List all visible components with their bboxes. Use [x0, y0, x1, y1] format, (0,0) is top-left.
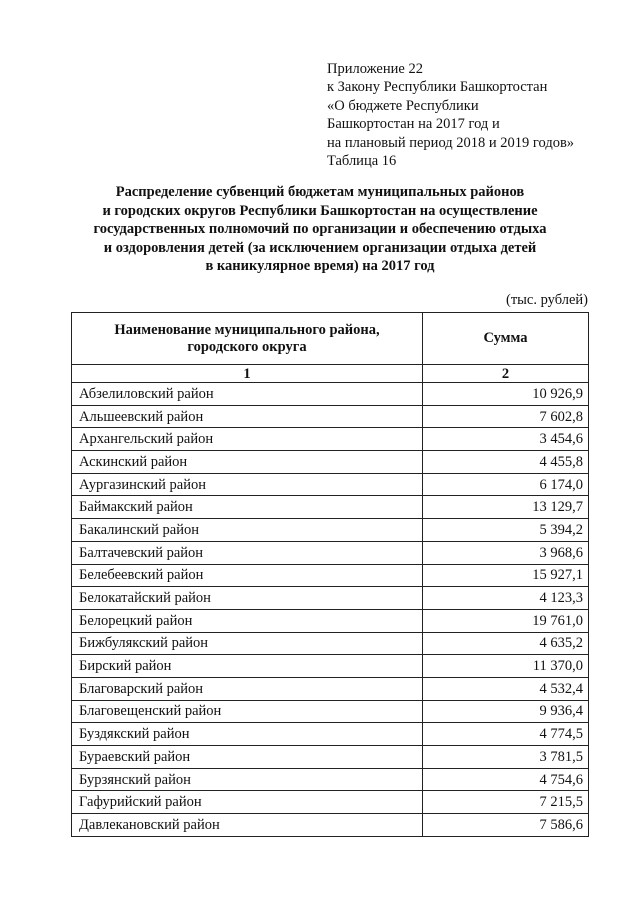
- law-title-line-3: на плановый период 2018 и 2019 годов»: [327, 134, 575, 151]
- district-name-cell: Белебеевский район: [72, 564, 423, 587]
- district-name-cell: Аургазинский район: [72, 473, 423, 496]
- table-row: [72, 473, 589, 496]
- sum-cell: 3 968,6: [423, 541, 589, 564]
- district-name-cell: Благовещенский район: [72, 700, 423, 723]
- table-number: Таблица 16: [327, 153, 397, 170]
- column-number-2: 2: [423, 365, 589, 383]
- column-number-row: [72, 365, 589, 383]
- district-name-cell: Бижбулякский район: [72, 632, 423, 655]
- title-line: и оздоровления детей (за исключением организации отдыха детей: [103, 239, 537, 256]
- sum-cell: 4 123,3: [423, 587, 589, 610]
- sum-cell: 19 761,0: [423, 609, 589, 632]
- table-row: [72, 677, 589, 700]
- table-row: [72, 587, 589, 610]
- district-name-cell: Гафурийский район: [72, 791, 423, 814]
- table-row: [72, 768, 589, 791]
- table-row: [72, 609, 589, 632]
- sum-cell: 13 129,7: [423, 496, 589, 519]
- subvention-table: [71, 312, 589, 837]
- table-row: [72, 700, 589, 723]
- law-title-line-1: «О бюджете Республики: [327, 97, 479, 114]
- table-row: [72, 655, 589, 678]
- title-line: и городских округов Республики Башкортостан на осуществление: [102, 202, 538, 219]
- table-row: [72, 814, 589, 837]
- sum-cell: 5 394,2: [423, 519, 589, 542]
- sum-cell: 4 774,5: [423, 723, 589, 746]
- sum-cell: 15 927,1: [423, 564, 589, 587]
- table-row: [72, 496, 589, 519]
- district-name-cell: Бурзянский район: [72, 768, 423, 791]
- sum-cell: 10 926,9: [423, 383, 589, 406]
- sum-cell: 7 602,8: [423, 405, 589, 428]
- sum-cell: 6 174,0: [423, 473, 589, 496]
- table-row: [72, 451, 589, 474]
- column-header-sum: Сумма: [423, 313, 589, 365]
- district-name-cell: Бакалинский район: [72, 519, 423, 542]
- district-name-cell: Альшеевский район: [72, 405, 423, 428]
- table-row: [72, 632, 589, 655]
- sum-cell: 3 454,6: [423, 428, 589, 451]
- sum-cell: 4 455,8: [423, 451, 589, 474]
- column-header-name-line-1: Наименование муниципального района,: [114, 321, 380, 338]
- column-header-name-line-2: городского округа: [187, 338, 307, 355]
- title-line: в каникулярное время) на 2017 год: [205, 258, 435, 275]
- title-line: Распределение субвенций бюджетам муниципальных районов: [115, 184, 525, 200]
- column-number-1: 1: [72, 365, 423, 383]
- sum-cell: 7 586,6: [423, 814, 589, 837]
- table-body: [72, 383, 589, 837]
- sum-cell: 11 370,0: [423, 655, 589, 678]
- table-row: [72, 428, 589, 451]
- district-name-cell: Белорецкий район: [72, 609, 423, 632]
- units-label: (тыс. рублей): [506, 292, 588, 308]
- table-row: [72, 541, 589, 564]
- sum-cell: 7 215,5: [423, 791, 589, 814]
- appendix-number: Приложение 22: [327, 61, 423, 77]
- district-name-cell: Бирский район: [72, 655, 423, 678]
- column-header-name: [72, 313, 423, 365]
- sum-cell: 4 754,6: [423, 768, 589, 791]
- sum-cell: 3 781,5: [423, 746, 589, 769]
- district-name-cell: Белокатайский район: [72, 587, 423, 610]
- table-row: [72, 405, 589, 428]
- table-header-row: [72, 313, 589, 365]
- district-name-cell: Благоварский район: [72, 677, 423, 700]
- title-line: государственных полномочий по организации и обеспечению отдыха: [93, 221, 547, 238]
- district-name-cell: Давлекановский район: [72, 814, 423, 837]
- table-row: [72, 746, 589, 769]
- district-name-cell: Бураевский район: [72, 746, 423, 769]
- sum-cell: 4 532,4: [423, 677, 589, 700]
- district-name-cell: Балтачевский район: [72, 541, 423, 564]
- district-name-cell: Абзелиловский район: [72, 383, 423, 406]
- table-row: [72, 519, 589, 542]
- table-row: [72, 383, 589, 406]
- district-name-cell: Архангельский район: [72, 428, 423, 451]
- law-reference: к Закону Республики Башкортостан: [327, 79, 548, 96]
- document-title: [60, 183, 580, 276]
- district-name-cell: Баймакский район: [72, 496, 423, 519]
- appendix-header: [327, 60, 574, 170]
- table-row: [72, 723, 589, 746]
- district-name-cell: Буздякский район: [72, 723, 423, 746]
- table-row: [72, 791, 589, 814]
- sum-cell: 4 635,2: [423, 632, 589, 655]
- sum-cell: 9 936,4: [423, 700, 589, 723]
- district-name-cell: Аскинский район: [72, 451, 423, 474]
- law-title-line-2: Башкортостан на 2017 год и: [327, 116, 500, 133]
- table-row: [72, 564, 589, 587]
